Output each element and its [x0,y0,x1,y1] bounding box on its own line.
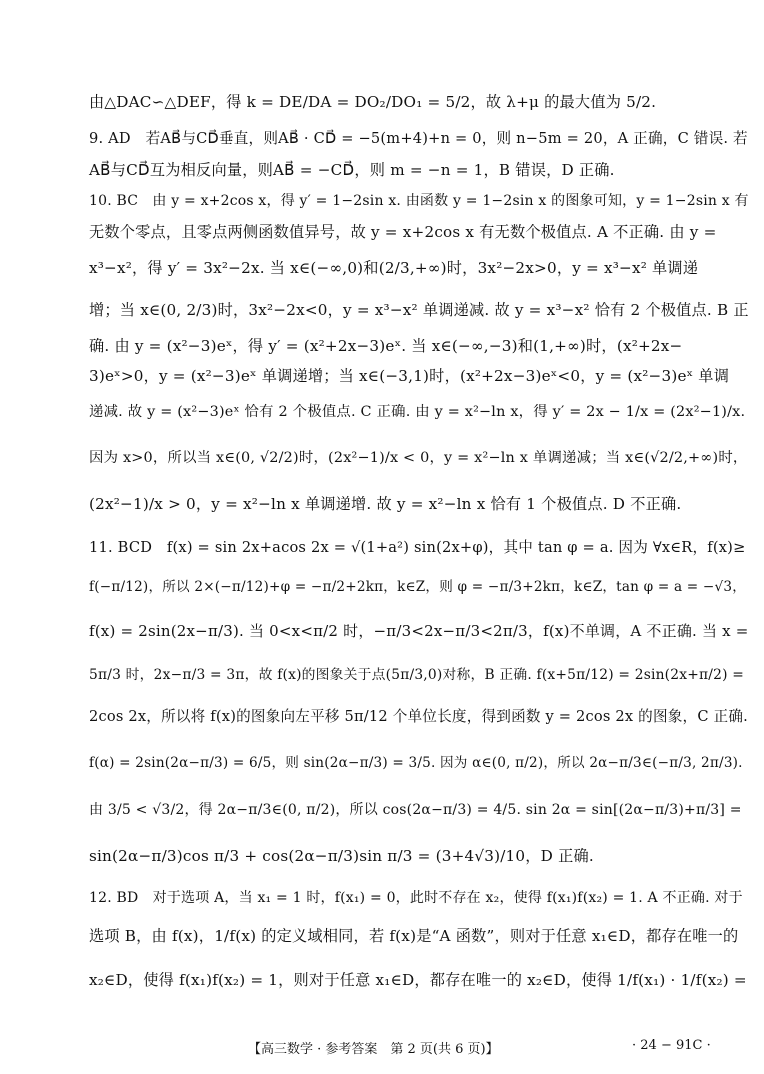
answer-10-line-2: 无数个零点，且零点两侧函数值异号，故 y = x+2cos x 有无数个极值点. A 不正确. 由 y = [89,223,717,241]
answer-11-line-4: 5π/3 时，2x−π/3 = 3π，故 f(x)的图象关于点(5π/3,0)对称，B 正确. f(x+5π/12) = 2sin(2x+π/2) = [89,667,745,683]
footer-code: · 24 − 91C · [632,1038,711,1053]
answer-10-line-3: x³−x²，得 y′ = 3x²−2x. 当 x∈(−∞,0)和(2/3,+∞)时，3x²−2x>0，y = x³−x² 单调递 [89,259,699,277]
answer-10-line-1: 10. BC 由 y = x+2cos x，得 y′ = 1−2sin x. 由函数 y = 1−2sin x 的图象可知，y = 1−2sin x 有 [89,193,749,209]
answer-11-line-8: sin(2α−π/3)cos π/3 + cos(2α−π/3)sin π/3 = (3+4√3)/10，D 正确. [89,847,594,865]
answer-10-line-7: 递减. 故 y = (x²−3)eˣ 恰有 2 个极值点. C 正确. 由 y = x²−ln x，得 y′ = 2x − 1/x = (2x²−1)/x. [89,404,746,420]
answer-10-line-8: 因为 x>0，所以当 x∈(0, √2/2)时，(2x²−1)/x < 0，y = x²−ln x 单调递减；当 x∈(√2/2,+∞)时， [89,450,748,466]
answer-11-line-1: 11. BCD f(x) = sin 2x+acos 2x = √(1+a²) sin(2x+φ)，其中 tan φ = a. 因为 ∀x∈R，f(x)≥ [89,539,746,556]
answer-12-line-3: x₂∈D，使得 f(x₁)f(x₂) = 1，则对于任意 x₁∈D，都存在唯一的 x₂∈D，使得 1/f(x₁) · 1/f(x₂) = [89,971,747,989]
answer-11-line-6: f(α) = 2sin(2α−π/3) = 6/5，则 sin(2α−π/3) = 3/5. 因为 α∈(0, π/2)，所以 2α−π/3∈(−π/3, 2π/3). [89,755,743,771]
footer-title: 【高三数学 · 参考答案 第 2 页(共 6 页)】 [248,1042,499,1057]
text-line-1: 由△DAC∽△DEF，得 k = DE/DA = DO₂/DO₁ = 5/2，故 λ+μ 的最大值为 5/2. [89,93,657,111]
answer-10-line-4: 增；当 x∈(0, 2/3)时，3x²−2x<0，y = x³−x² 单调递减. 故 y = x³−x² 恰有 2 个极值点. B 正 [89,301,749,319]
answer-9-line-2: AB⃗与CD⃗互为相反向量，则AB⃗ = −CD⃗，则 m = −n = 1，B 错误，D 正确. [89,161,615,179]
answer-11-line-2: f(−π/12)，所以 2×(−π/12)+φ = −π/2+2kπ，k∈Z，则 φ = −π/3+2kπ，k∈Z，tan φ = a = −√3， [89,579,747,595]
answer-10-line-5: 确. 由 y = (x²−3)eˣ，得 y′ = (x²+2x−3)eˣ. 当 x∈(−∞,−3)和(1,+∞)时，(x²+2x− [89,337,683,355]
answer-11-line-7: 由 3/5 < √3/2，得 2α−π/3∈(0, π/2)，所以 cos(2α−π/3) = 4/5. sin 2α = sin[(2α−π/3)+π/3] = [89,802,742,818]
answer-10-line-9: (2x²−1)/x > 0，y = x²−ln x 单调递增. 故 y = x²−ln x 恰有 1 个极值点. D 不正确. [89,495,682,513]
answer-9-line-1: 9. AD 若AB⃗与CD⃗垂直，则AB⃗ · CD⃗ = −5(m+4)+n = 0，则 n−5m = 20，A 正确，C 错误. 若 [89,130,748,147]
answer-12-line-1: 12. BD 对于选项 A，当 x₁ = 1 时，f(x₁) = 0，此时不存在 x₂，使得 f(x₁)f(x₂) = 1. A 不正确. 对于 [89,890,743,906]
answer-11-line-5: 2cos 2x，所以将 f(x)的图象向左平移 5π/12 个单位长度，得到函数 y = 2cos 2x 的图象，C 正确. [89,708,748,725]
answer-12-line-2: 选项 B，由 f(x)，1/f(x) 的定义域相同，若 f(x)是“A 函数”，则对于任意 x₁∈D，都存在唯一的 [89,927,739,945]
answer-10-line-6: 3)eˣ>0，y = (x²−3)eˣ 单调递增；当 x∈(−3,1)时，(x²+2x−3)eˣ<0，y = (x²−3)eˣ 单调 [89,367,730,385]
answer-11-line-3: f(x) = 2sin(2x−π/3). 当 0<x<π/2 时，−π/3<2x−π/3<2π/3，f(x)不单调，A 不正确. 当 x = [89,622,749,640]
